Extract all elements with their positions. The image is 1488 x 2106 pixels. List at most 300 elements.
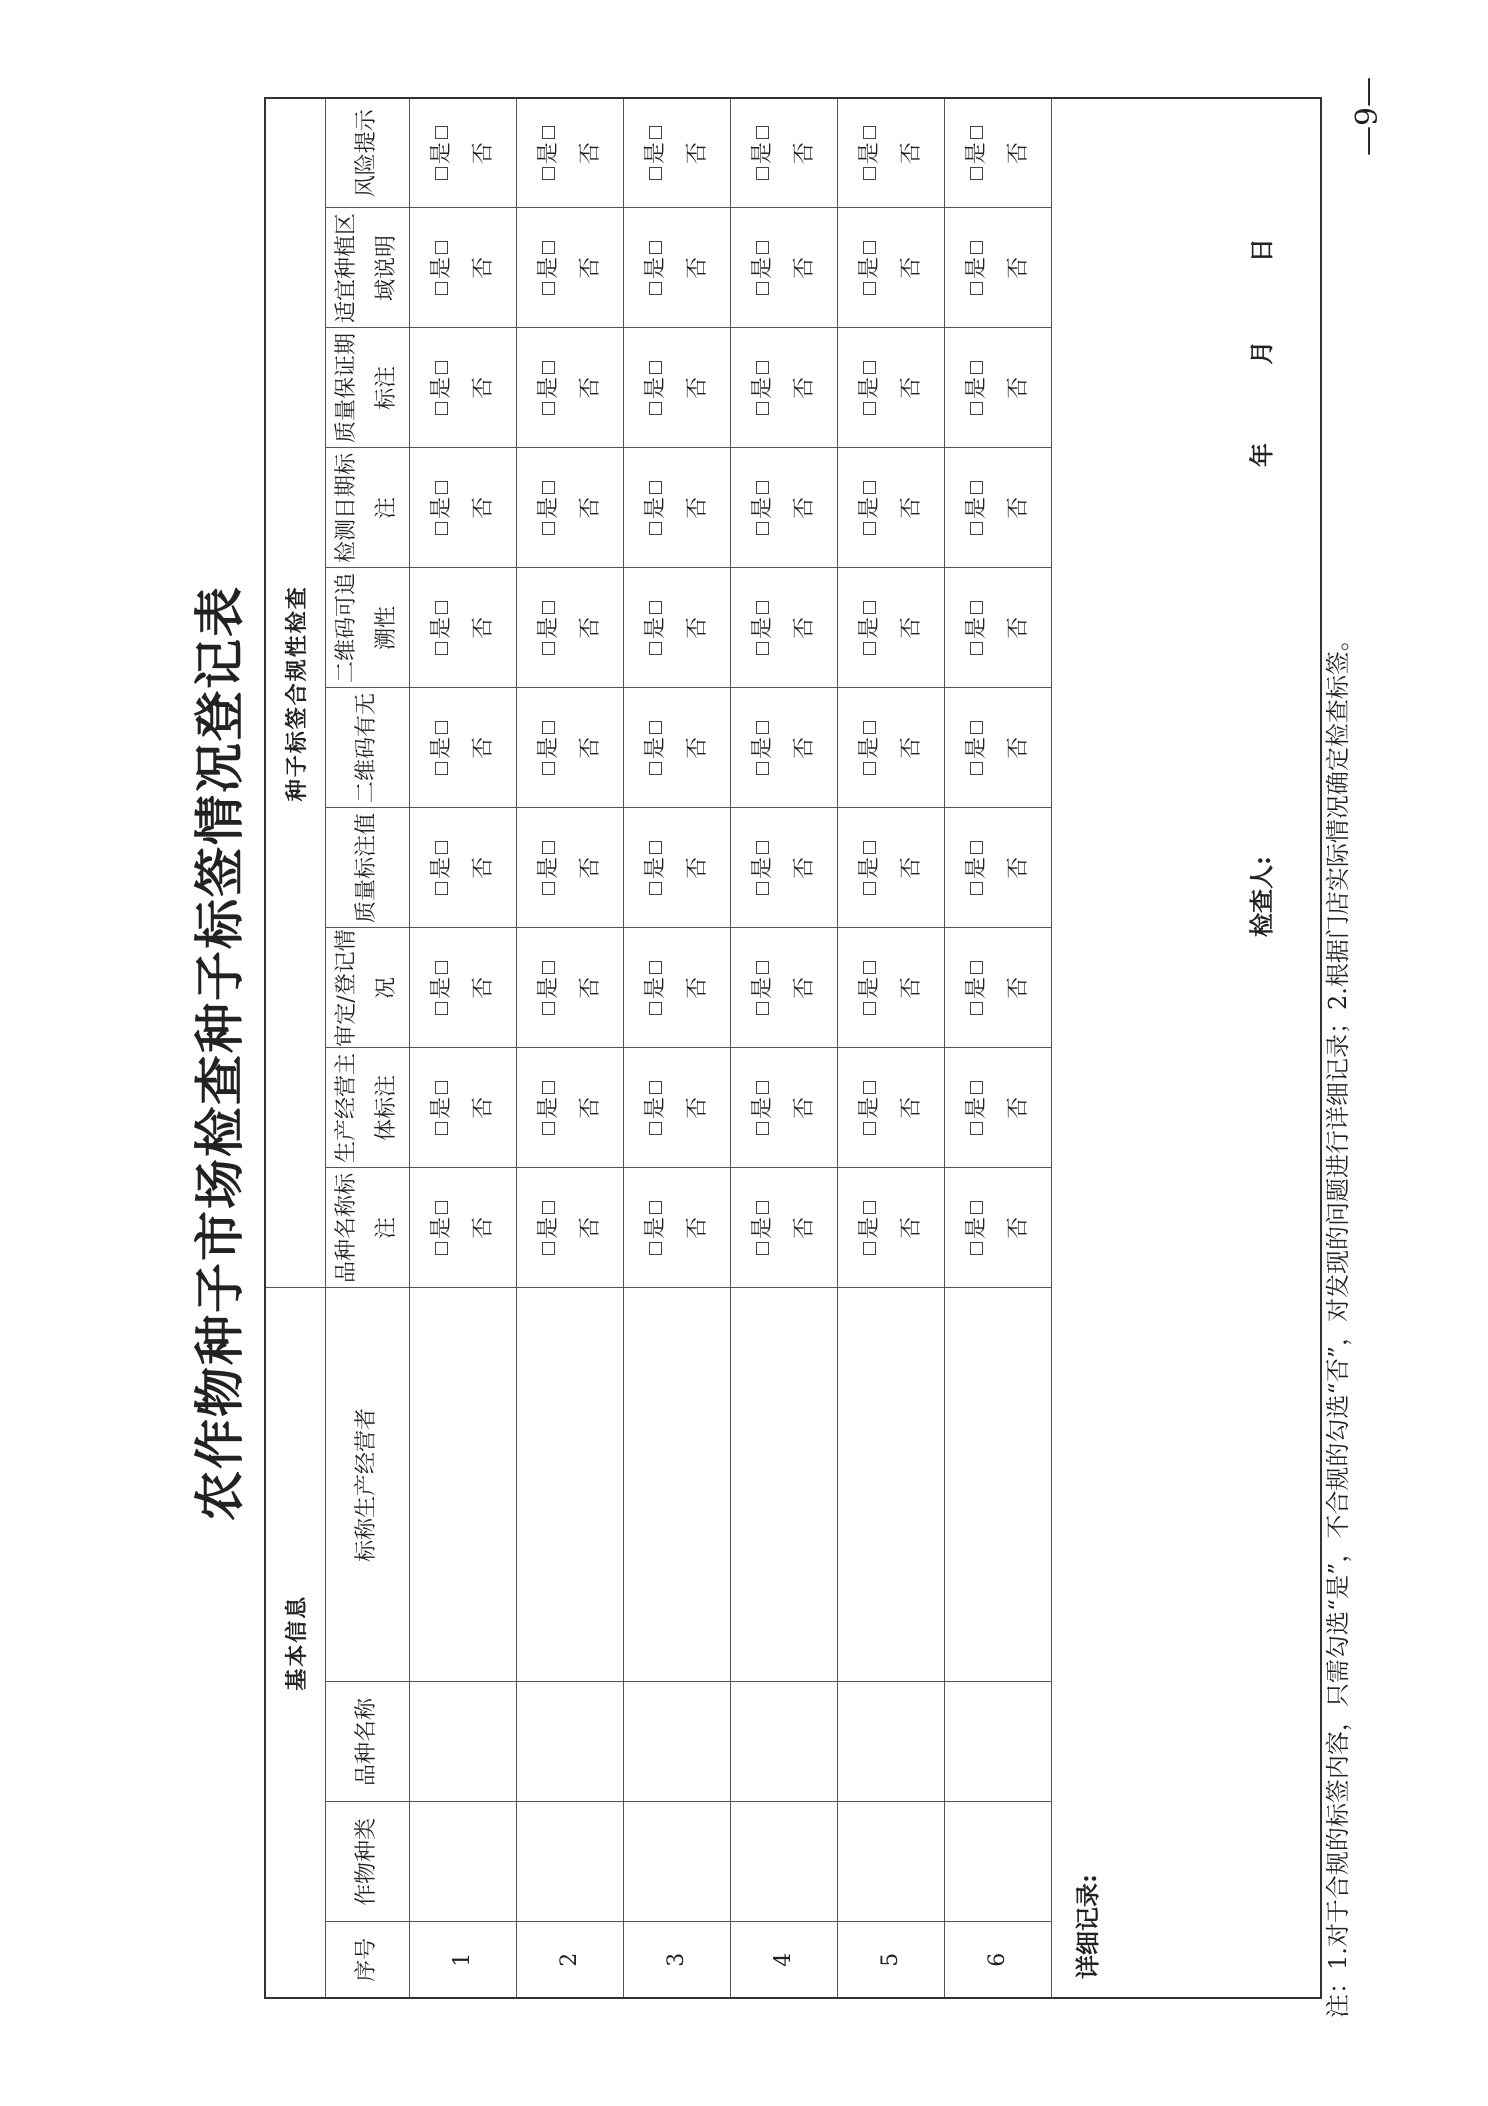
check-cell-c10: [623, 98, 730, 208]
yes-no-choice: [421, 238, 505, 298]
yes-no-choice: [635, 718, 719, 778]
variety-cell[interactable]: [623, 1682, 730, 1802]
no-checkbox[interactable]: [542, 241, 555, 254]
yes-no-choice: [956, 1078, 1040, 1138]
crop-cell[interactable]: [837, 1802, 944, 1922]
no-checkbox[interactable]: [649, 1081, 662, 1094]
yes-checkbox[interactable]: [649, 882, 662, 895]
yes-checkbox[interactable]: [435, 1002, 448, 1015]
yes-label: 是: [749, 142, 775, 165]
yes-no-choice: [742, 1198, 826, 1258]
yes-checkbox[interactable]: [970, 1122, 983, 1135]
yes-checkbox[interactable]: [863, 282, 876, 295]
row-seq: 6: [944, 1922, 1051, 1998]
yes-checkbox[interactable]: [649, 522, 662, 535]
no-checkbox[interactable]: [863, 481, 876, 494]
row-seq: 4: [730, 1922, 837, 1998]
yes-checkbox[interactable]: [756, 642, 769, 655]
no-label: 否: [470, 616, 496, 639]
row-seq: 3: [623, 1922, 730, 1998]
no-checkbox[interactable]: [542, 1201, 555, 1214]
col-header-producer-label: 生产经营主体标注: [325, 1048, 409, 1168]
col-header-seq: 序号: [325, 1922, 409, 1998]
no-label: 否: [898, 616, 924, 639]
no-checkbox[interactable]: [756, 126, 769, 139]
yes-checkbox[interactable]: [863, 402, 876, 415]
no-checkbox[interactable]: [542, 481, 555, 494]
yes-no-choice: [742, 1078, 826, 1138]
yes-checkbox[interactable]: [970, 1002, 983, 1015]
no-checkbox[interactable]: [970, 1201, 983, 1214]
no-checkbox[interactable]: [435, 721, 448, 734]
no-checkbox[interactable]: [970, 961, 983, 974]
no-checkbox[interactable]: [649, 241, 662, 254]
yes-label: 是: [963, 142, 989, 165]
col-header-approval: 审定/登记情况: [325, 928, 409, 1048]
no-label: 否: [1005, 142, 1031, 165]
no-checkbox[interactable]: [542, 601, 555, 614]
yes-checkbox[interactable]: [970, 642, 983, 655]
no-checkbox[interactable]: [542, 721, 555, 734]
yes-checkbox[interactable]: [435, 167, 448, 180]
yes-checkbox[interactable]: [649, 167, 662, 180]
no-checkbox[interactable]: [542, 961, 555, 974]
no-label: 否: [470, 376, 496, 399]
check-cell-c2: [516, 1048, 623, 1168]
yes-checkbox[interactable]: [542, 282, 555, 295]
no-label: 否: [898, 256, 924, 279]
check-cell-c6: [623, 568, 730, 688]
yes-checkbox[interactable]: [435, 282, 448, 295]
yes-checkbox[interactable]: [756, 762, 769, 775]
no-checkbox[interactable]: [970, 481, 983, 494]
yes-checkbox[interactable]: [756, 1002, 769, 1015]
yes-label: 是: [535, 616, 561, 639]
no-label: 否: [684, 376, 710, 399]
yes-label: 是: [642, 736, 668, 759]
no-checkbox[interactable]: [649, 481, 662, 494]
yes-checkbox[interactable]: [863, 522, 876, 535]
no-checkbox[interactable]: [756, 361, 769, 374]
check-cell-c4: [409, 808, 516, 928]
inspector-label: 检查人:: [1246, 856, 1276, 937]
no-label: 否: [898, 976, 924, 999]
no-checkbox[interactable]: [970, 241, 983, 254]
check-cell-c5: [944, 688, 1051, 808]
no-label: 否: [1005, 1216, 1031, 1239]
yes-no-choice: [849, 1078, 933, 1138]
table-row: [409, 98, 516, 1998]
col-header-qrcode-trace: 二维码可追溯性: [325, 568, 409, 688]
yes-checkbox[interactable]: [542, 882, 555, 895]
yes-label: 是: [963, 496, 989, 519]
yes-no-choice: [849, 838, 933, 898]
yes-checkbox[interactable]: [970, 282, 983, 295]
yes-no-choice: [849, 478, 933, 538]
no-checkbox[interactable]: [649, 126, 662, 139]
yes-checkbox[interactable]: [970, 522, 983, 535]
check-cell-c4: [516, 808, 623, 928]
check-cell-c9: [623, 208, 730, 328]
check-cell-c8: [409, 328, 516, 448]
yes-checkbox[interactable]: [649, 402, 662, 415]
page-number: —9—: [1350, 76, 1385, 156]
no-checkbox[interactable]: [970, 126, 983, 139]
col-header-test-date: 检测日期标注: [325, 448, 409, 568]
no-label: 否: [898, 1216, 924, 1239]
yes-label: 是: [428, 142, 454, 165]
no-checkbox[interactable]: [542, 361, 555, 374]
no-checkbox[interactable]: [542, 1081, 555, 1094]
yes-no-choice: [742, 598, 826, 658]
check-cell-c5: [730, 688, 837, 808]
yes-no-choice: [421, 958, 505, 1018]
no-label: 否: [470, 496, 496, 519]
yes-no-choice: [528, 1198, 612, 1258]
yes-checkbox[interactable]: [756, 522, 769, 535]
yes-no-choice: [528, 838, 612, 898]
no-checkbox[interactable]: [863, 601, 876, 614]
no-label: 否: [791, 1096, 817, 1119]
yes-checkbox[interactable]: [542, 522, 555, 535]
col-header-variety-label: 品种名称标注: [325, 1168, 409, 1288]
yes-label: 是: [749, 856, 775, 879]
yes-no-choice: [528, 958, 612, 1018]
yes-checkbox[interactable]: [542, 402, 555, 415]
producer-cell[interactable]: [409, 1288, 516, 1682]
no-label: 否: [791, 142, 817, 165]
check-cell-c1: [623, 1168, 730, 1288]
no-checkbox[interactable]: [863, 241, 876, 254]
no-label: 否: [684, 976, 710, 999]
row-seq: 2: [516, 1922, 623, 1998]
yes-no-choice: [956, 838, 1040, 898]
col-header-qrcode-presence: 二维码有无: [325, 688, 409, 808]
no-checkbox[interactable]: [649, 601, 662, 614]
yes-checkbox[interactable]: [649, 282, 662, 295]
yes-label: 是: [749, 976, 775, 999]
yes-label: 是: [963, 256, 989, 279]
check-cell-c9: [837, 208, 944, 328]
yes-no-choice: [528, 238, 612, 298]
yes-checkbox[interactable]: [756, 1122, 769, 1135]
col-header-risk: 风险提示: [325, 98, 409, 208]
no-checkbox[interactable]: [649, 361, 662, 374]
yes-checkbox[interactable]: [970, 402, 983, 415]
no-checkbox[interactable]: [756, 241, 769, 254]
no-label: 否: [791, 856, 817, 879]
check-cell-c2: [944, 1048, 1051, 1168]
yes-label: 是: [749, 1216, 775, 1239]
yes-no-choice: [635, 958, 719, 1018]
yes-checkbox[interactable]: [435, 522, 448, 535]
producer-cell[interactable]: [730, 1288, 837, 1682]
col-header-planting-region: 适宜种植区域说明: [325, 208, 409, 328]
no-label: 否: [470, 736, 496, 759]
no-checkbox[interactable]: [435, 481, 448, 494]
no-label: 否: [898, 496, 924, 519]
no-checkbox[interactable]: [435, 601, 448, 614]
yes-label: 是: [535, 976, 561, 999]
no-checkbox[interactable]: [435, 961, 448, 974]
yes-checkbox[interactable]: [756, 402, 769, 415]
yes-checkbox[interactable]: [542, 1122, 555, 1135]
check-cell-c5: [837, 688, 944, 808]
no-checkbox[interactable]: [435, 126, 448, 139]
check-cell-c7: [516, 448, 623, 568]
no-label: 否: [684, 616, 710, 639]
yes-checkbox[interactable]: [863, 1002, 876, 1015]
no-checkbox[interactable]: [970, 361, 983, 374]
crop-cell[interactable]: [730, 1802, 837, 1922]
yes-checkbox[interactable]: [756, 1242, 769, 1255]
no-checkbox[interactable]: [649, 1201, 662, 1214]
no-label: 否: [791, 736, 817, 759]
yes-label: 是: [535, 376, 561, 399]
no-checkbox[interactable]: [970, 721, 983, 734]
yes-checkbox[interactable]: [435, 882, 448, 895]
no-label: 否: [577, 856, 603, 879]
yes-no-choice: [635, 838, 719, 898]
detail-record-label: 详细记录:: [1072, 1874, 1102, 1979]
yes-label: 是: [856, 496, 882, 519]
yes-no-choice: [421, 1078, 505, 1138]
no-checkbox[interactable]: [863, 841, 876, 854]
yes-no-choice: [849, 718, 933, 778]
yes-checkbox[interactable]: [863, 1122, 876, 1135]
yes-checkbox[interactable]: [756, 282, 769, 295]
yes-no-choice: [742, 838, 826, 898]
yes-no-choice: [742, 238, 826, 298]
inspection-table: [264, 97, 1322, 1999]
yes-checkbox[interactable]: [970, 762, 983, 775]
producer-cell[interactable]: [516, 1288, 623, 1682]
variety-cell[interactable]: [409, 1682, 516, 1802]
no-checkbox[interactable]: [863, 961, 876, 974]
check-cell-c2: [409, 1048, 516, 1168]
no-checkbox[interactable]: [542, 126, 555, 139]
no-checkbox[interactable]: [756, 721, 769, 734]
yes-no-choice: [421, 1198, 505, 1258]
no-checkbox[interactable]: [970, 601, 983, 614]
yes-label: 是: [963, 1216, 989, 1239]
yes-label: 是: [963, 1096, 989, 1119]
yes-no-choice: [956, 1198, 1040, 1258]
no-checkbox[interactable]: [863, 361, 876, 374]
check-cell-c1: [730, 1168, 837, 1288]
check-cell-c9: [730, 208, 837, 328]
no-checkbox[interactable]: [649, 961, 662, 974]
no-checkbox[interactable]: [863, 1081, 876, 1094]
check-cell-c10: [409, 98, 516, 208]
yes-no-choice: [635, 1078, 719, 1138]
yes-no-choice: [849, 123, 933, 183]
yes-no-choice: [635, 478, 719, 538]
yes-checkbox[interactable]: [649, 642, 662, 655]
no-label: 否: [684, 1096, 710, 1119]
yes-checkbox[interactable]: [435, 402, 448, 415]
check-cell-c1: [409, 1168, 516, 1288]
check-cell-c3: [516, 928, 623, 1048]
detail-record-area[interactable]: [1051, 98, 1321, 1998]
yes-no-choice: [956, 238, 1040, 298]
crop-cell[interactable]: [516, 1802, 623, 1922]
yes-checkbox[interactable]: [649, 762, 662, 775]
no-checkbox[interactable]: [863, 126, 876, 139]
variety-cell[interactable]: [730, 1682, 837, 1802]
producer-cell[interactable]: [944, 1288, 1051, 1682]
yes-no-choice: [528, 718, 612, 778]
no-checkbox[interactable]: [756, 841, 769, 854]
no-checkbox[interactable]: [542, 841, 555, 854]
yes-no-choice: [635, 1198, 719, 1258]
yes-label: 是: [963, 736, 989, 759]
no-label: 否: [577, 1096, 603, 1119]
no-checkbox[interactable]: [649, 721, 662, 734]
no-checkbox[interactable]: [435, 361, 448, 374]
check-cell-c2: [623, 1048, 730, 1168]
no-checkbox[interactable]: [970, 1081, 983, 1094]
yes-checkbox[interactable]: [970, 1242, 983, 1255]
col-header-crop: 作物种类: [325, 1802, 409, 1922]
crop-cell[interactable]: [944, 1802, 1051, 1922]
yes-no-choice: [528, 358, 612, 418]
yes-label: 是: [428, 256, 454, 279]
yes-checkbox[interactable]: [863, 762, 876, 775]
yes-checkbox[interactable]: [970, 167, 983, 180]
check-cell-c3: [730, 928, 837, 1048]
no-label: 否: [791, 256, 817, 279]
yes-no-choice: [421, 838, 505, 898]
no-label: 否: [577, 142, 603, 165]
no-checkbox[interactable]: [756, 601, 769, 614]
yes-label: 是: [963, 976, 989, 999]
check-cell-c6: [730, 568, 837, 688]
no-checkbox[interactable]: [435, 841, 448, 854]
no-label: 否: [470, 1096, 496, 1119]
yes-label: 是: [856, 976, 882, 999]
no-checkbox[interactable]: [756, 481, 769, 494]
yes-checkbox[interactable]: [435, 1242, 448, 1255]
yes-checkbox[interactable]: [542, 1002, 555, 1015]
table-row: [944, 98, 1051, 1998]
no-label: 否: [1005, 376, 1031, 399]
check-cell-c4: [623, 808, 730, 928]
yes-checkbox[interactable]: [435, 1122, 448, 1135]
no-checkbox[interactable]: [863, 1201, 876, 1214]
yes-checkbox[interactable]: [542, 1242, 555, 1255]
yes-checkbox[interactable]: [649, 1002, 662, 1015]
yes-no-choice: [849, 1198, 933, 1258]
variety-cell[interactable]: [516, 1682, 623, 1802]
yes-no-choice: [528, 1078, 612, 1138]
no-label: 否: [577, 1216, 603, 1239]
yes-label: 是: [642, 976, 668, 999]
check-cell-c6: [837, 568, 944, 688]
yes-label: 是: [963, 856, 989, 879]
yes-checkbox[interactable]: [863, 642, 876, 655]
no-checkbox[interactable]: [756, 1201, 769, 1214]
no-label: 否: [898, 142, 924, 165]
no-checkbox[interactable]: [756, 1081, 769, 1094]
check-cell-c7: [837, 448, 944, 568]
check-cell-c4: [944, 808, 1051, 928]
group-basic-info: 基本信息: [265, 1288, 325, 1998]
check-cell-c8: [944, 328, 1051, 448]
no-label: 否: [470, 256, 496, 279]
yes-checkbox[interactable]: [863, 882, 876, 895]
no-label: 否: [1005, 736, 1031, 759]
yes-label: 是: [642, 1216, 668, 1239]
yes-label: 是: [856, 856, 882, 879]
yes-checkbox[interactable]: [435, 642, 448, 655]
row-seq: 5: [837, 1922, 944, 1998]
no-label: 否: [791, 1216, 817, 1239]
no-checkbox[interactable]: [649, 841, 662, 854]
yes-checkbox[interactable]: [542, 642, 555, 655]
yes-label: 是: [535, 1096, 561, 1119]
check-cell-c6: [944, 568, 1051, 688]
yes-checkbox[interactable]: [542, 762, 555, 775]
yes-no-choice: [742, 718, 826, 778]
no-checkbox[interactable]: [970, 841, 983, 854]
table-row: [730, 98, 837, 1998]
no-checkbox[interactable]: [756, 961, 769, 974]
yes-checkbox[interactable]: [970, 882, 983, 895]
yes-label: 是: [535, 1216, 561, 1239]
no-label: 否: [577, 976, 603, 999]
yes-checkbox[interactable]: [542, 167, 555, 180]
check-cell-c1: [837, 1168, 944, 1288]
col-header-quality-value: 质量标注值: [325, 808, 409, 928]
check-cell-c5: [516, 688, 623, 808]
no-label: 否: [1005, 496, 1031, 519]
no-label: 否: [684, 736, 710, 759]
check-cell-c1: [944, 1168, 1051, 1288]
producer-cell[interactable]: [837, 1288, 944, 1682]
no-label: 否: [1005, 856, 1031, 879]
yes-label: 是: [856, 376, 882, 399]
yes-checkbox[interactable]: [863, 1242, 876, 1255]
yes-label: 是: [535, 256, 561, 279]
crop-cell[interactable]: [409, 1802, 516, 1922]
yes-label: 是: [856, 1096, 882, 1119]
group-label-compliance: 种子标签合规性检查: [265, 98, 325, 1288]
check-cell-c1: [516, 1168, 623, 1288]
variety-cell[interactable]: [944, 1682, 1051, 1802]
yes-label: 是: [749, 496, 775, 519]
no-checkbox[interactable]: [435, 1201, 448, 1214]
no-label: 否: [470, 142, 496, 165]
yes-no-choice: [635, 598, 719, 658]
yes-label: 是: [428, 856, 454, 879]
crop-cell[interactable]: [623, 1802, 730, 1922]
variety-cell[interactable]: [837, 1682, 944, 1802]
no-checkbox[interactable]: [435, 241, 448, 254]
yes-checkbox[interactable]: [435, 762, 448, 775]
producer-cell[interactable]: [623, 1288, 730, 1682]
check-cell-c9: [944, 208, 1051, 328]
yes-checkbox[interactable]: [863, 167, 876, 180]
no-checkbox[interactable]: [863, 721, 876, 734]
yes-label: 是: [535, 736, 561, 759]
yes-checkbox[interactable]: [756, 167, 769, 180]
col-header-warranty: 质量保证期标注: [325, 328, 409, 448]
no-checkbox[interactable]: [435, 1081, 448, 1094]
yes-checkbox[interactable]: [649, 1242, 662, 1255]
yes-checkbox[interactable]: [756, 882, 769, 895]
yes-checkbox[interactable]: [649, 1122, 662, 1135]
